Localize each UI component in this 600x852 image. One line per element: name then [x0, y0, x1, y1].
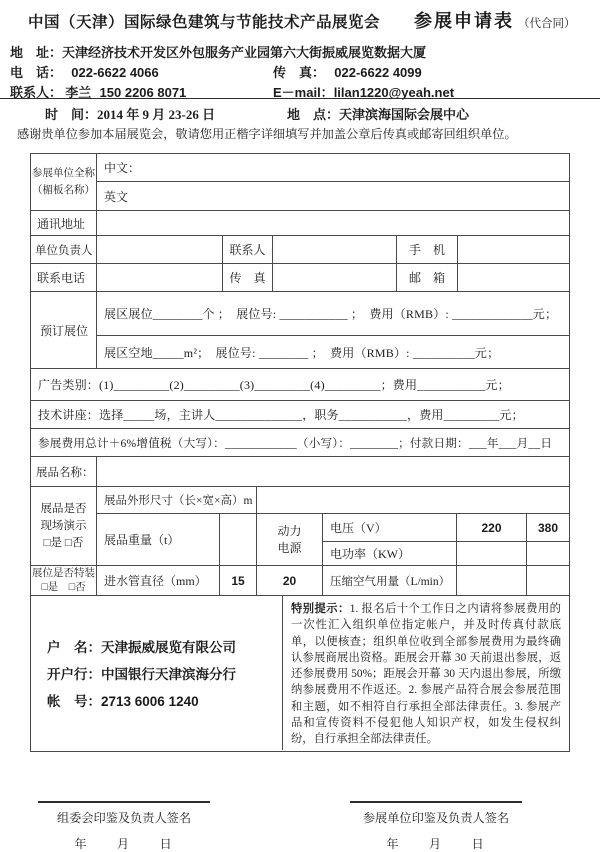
pipe-15-value: 15	[220, 566, 257, 596]
bank-account-block	[31, 596, 283, 750]
contract-note: （代合同）	[518, 18, 576, 30]
organizer-signature-date: 年 月 日	[74, 837, 174, 851]
company-name-en-field: 英文	[97, 182, 569, 211]
phone-line	[10, 62, 159, 81]
booth-standard-line: 展区展位________个 ； 展位号: ___________ ； 费用（RMB）: _____________元；	[97, 292, 569, 336]
product-name-label: 展品名称：	[31, 457, 97, 487]
mobile-field	[458, 236, 569, 264]
application-table	[30, 153, 570, 752]
fax2-field	[273, 264, 397, 292]
mobile-label: 手 机	[397, 236, 458, 264]
power-supply-label: 动力 电源	[257, 514, 323, 566]
account-name: 户 名：天津振威展览有限公司	[47, 640, 236, 655]
time-label: 时 间：	[45, 107, 98, 122]
email-label: E－mail：	[273, 85, 334, 100]
mailbox-label: 邮 箱	[397, 264, 458, 292]
phone-label: 电 话：	[10, 65, 63, 80]
special-decoration-label: 展位是否特装 □是 □否	[31, 566, 97, 596]
onsite-demo-label: 展品是否 现场演示 □是 □否	[31, 487, 97, 566]
product-weight-label: 展品重量（t）	[97, 514, 220, 566]
air-field-2	[527, 566, 569, 596]
venue-label: 地 点：	[287, 107, 340, 122]
organizer-address-line	[10, 42, 426, 61]
venue-value: 天津滨海国际会展中心	[339, 107, 470, 122]
special-notice-block	[283, 596, 569, 750]
wattage-label: 电功率（KW）	[323, 542, 457, 566]
total-cost-line: 参展费用总计＋6%增值税（大写）：____________（小写）：________；付款日期：___年___月__日	[31, 429, 569, 457]
telephone-field	[97, 264, 223, 292]
special-checkboxes: □是 □否	[41, 581, 86, 593]
header-divider	[0, 98, 600, 99]
notice-body: 1. 报名后十个工作日之内请将参展费用的一次性汇入组织单位指定帐户，并及时传真付款底单，以便核查；组织单位收到全部参展费用为最终确认参展商展出资格。距展会开幕 30 天前退出参展，返还参展费用 50%；距展会开幕 30 天内退出参展，所缴纳参展费用不作返还。2. 参展产品符合展会参展范围和主题，如不相符自行承担全部法律责任。3. 参展产品和宣传资料不侵犯他人知识产权，如发生侵权纠纷，自行承担全部法律责任。	[291, 603, 561, 746]
exhibitor-signature-caption: 参展单位印鉴及负责人签名	[362, 811, 510, 825]
lecture-line: 技术讲座：选择_____场，主讲人______________，职务___________，费用_________元；	[31, 401, 569, 429]
organizer-signature-block	[38, 801, 210, 852]
booth-booking-label: 预订展位	[31, 292, 97, 369]
demo-checkboxes: □是 □否	[43, 536, 84, 549]
product-size-field	[257, 487, 569, 514]
wattage-field-2	[527, 542, 569, 566]
product-size-label: 展品外形尺寸（长×宽×高）m	[97, 487, 257, 514]
notice-title: 特别提示：	[291, 603, 350, 615]
organizer-signature-caption: 组委会印鉴及负责人签名	[56, 811, 192, 825]
mailing-address-field	[97, 211, 569, 236]
time-value: 2014 年 9 月 23-26 日	[97, 107, 216, 122]
advertising-line: 广告类别：(1)_________(2)_________(3)_________(4)_________；费用___________元；	[31, 369, 569, 401]
air-field-1	[457, 566, 527, 596]
contact-person-label: 联系人	[223, 236, 273, 264]
form-name: 参展申请表	[414, 11, 515, 31]
contact-name: 李兰	[65, 85, 92, 100]
exhibitor-signature-line	[350, 801, 522, 803]
compressed-air-label: 压缩空气用量（L/min）	[323, 566, 457, 596]
fax-label: 传 真：	[273, 65, 326, 80]
booth-space-line: 展区空地_____m²； 展位号: ________ ； 费用（RMB）: __________元；	[97, 336, 569, 369]
instruction-note: 感谢贵单位参加本届展览会，敬请您用正楷字详细填写并加盖公章后传真或邮寄回组织单位。	[17, 127, 517, 141]
organizer-signature-line	[38, 801, 210, 803]
contact-label: 联系人：	[10, 85, 63, 100]
email-value: lilan1220@yeah.net	[333, 85, 455, 100]
fax2-label: 传 真	[223, 264, 273, 292]
exhibitor-signature-block	[350, 801, 522, 852]
phone-value: 022-6622 4066	[71, 65, 159, 80]
mailing-address-label: 通讯地址	[31, 211, 97, 236]
water-pipe-label: 进水管直径（mm）	[97, 566, 220, 596]
company-name-label: 参展单位全称 （楣板名称）	[31, 154, 97, 211]
company-name-cn-field: 中文：	[97, 154, 569, 182]
account-number: 帐 号：2713 6006 1240	[47, 694, 199, 709]
contact-phone: 150 2206 8071	[99, 85, 187, 100]
time-line	[45, 104, 215, 123]
pipe-20-value: 20	[257, 566, 323, 596]
voltage-380-value: 380	[527, 514, 569, 542]
fax-value: 022-6622 4099	[334, 65, 422, 80]
voltage-label: 电压（V）	[323, 514, 457, 542]
address-value: 天津经济技术开发区外包服务产业园第六大街振威展览数据大厦	[62, 45, 427, 60]
product-weight-field	[220, 514, 257, 566]
fax-line	[273, 62, 422, 81]
wattage-field-1	[457, 542, 527, 566]
email-line	[273, 82, 454, 102]
account-bank: 开户行：中国银行天津滨海分行	[47, 667, 236, 682]
leader-field	[97, 236, 223, 264]
address-label: 地 址：	[10, 45, 63, 60]
exhibitor-signature-date: 年 月 日	[386, 837, 486, 851]
venue-line	[287, 104, 469, 123]
telephone-label: 联系电话	[31, 264, 97, 292]
voltage-220-value: 220	[457, 514, 527, 542]
contact-person-field	[273, 236, 397, 264]
leader-label: 单位负责人	[31, 236, 97, 264]
product-name-field	[97, 457, 569, 487]
exhibition-name: 中国（天津）国际绿色建筑与节能技术产品展览会	[28, 14, 381, 31]
mailbox-field	[458, 264, 569, 292]
document-title	[28, 7, 576, 33]
